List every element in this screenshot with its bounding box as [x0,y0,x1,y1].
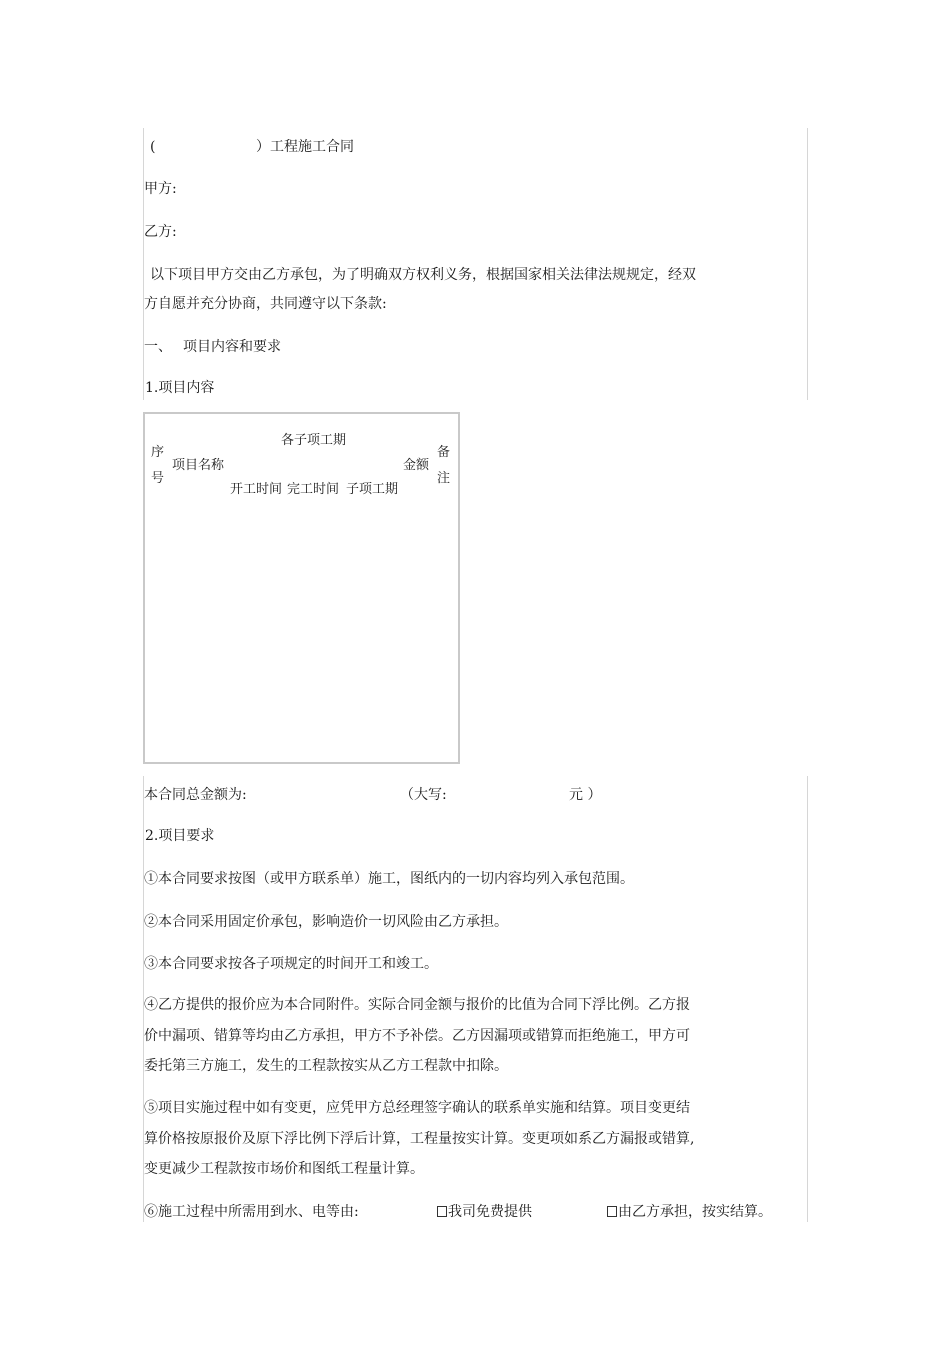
requirement-3: ③本合同要求按各子项规定的时间开工和竣工。 [144,956,438,972]
section-title: 项目内容和要求 [183,339,281,355]
col-start-time: 开工时间 [230,482,283,497]
intro-line-1: 以下项目甲方交由乙方承包，为了明确双方权利义务，根据国家相关法律法规规定，经双 [150,267,696,283]
requirement-1: ①本合同要求按图（或甲方联系单）施工，图纸内的一切内容均列入承包范围。 [144,871,634,887]
requirement-6-label: ⑥施工过程中所需用到水、电等由: [144,1204,359,1220]
option-company-provides[interactable] [437,1205,532,1219]
total-amount-label: 本合同总金额为: [144,787,247,803]
col-project-name: 项目名称 [172,458,225,473]
col-amount: 金额 [403,458,430,473]
item1-heading: 1.项目内容 [145,380,215,396]
total-amount-yuan: 元 ） [569,787,602,803]
requirement-4-line-1: ④乙方提供的报价应为本合同附件。实际合同金额与报价的比值为合同下浮比例。乙方报 [144,997,690,1013]
requirement-4-line-3: 委托第三方施工，发生的工程款按实从乙方工程款中扣除。 [144,1058,508,1074]
option-company-provides-label: 我司免费提供 [448,1204,532,1220]
col-finish-time: 完工时间 [287,482,340,497]
checkbox-icon[interactable] [437,1206,447,1217]
section-number: 一、 [144,339,172,355]
requirement-5-line-3: 变更减少工程款按市场价和图纸工程量计算。 [144,1161,424,1177]
option-party-b-pays[interactable] [607,1205,772,1219]
total-amount-daxie: （大写: [400,787,447,803]
left-margin-rule [143,128,144,400]
col-note-char1: 备 [437,445,451,460]
col-note-char2: 注 [437,471,451,486]
col-seq-char2: 号 [151,471,165,486]
option-party-b-pays-label: 由乙方承担，按实结算。 [618,1204,772,1220]
party-b-label: 乙方: [144,224,177,240]
right-margin-rule-lower [807,776,808,1222]
requirement-5-line-2: 算价格按原报价及原下浮比例下浮后计算，工程量按实计算。变更项如系乙方漏报或错算, [144,1131,695,1147]
document-title: ）工程施工合同 [256,139,354,155]
title-open-paren: ( [150,139,156,155]
checkbox-icon[interactable] [607,1206,617,1217]
party-a-label: 甲方: [144,181,177,197]
project-content-table [143,412,460,764]
requirement-2: ②本合同采用固定价承包，影响造价一切风险由乙方承担。 [144,914,508,930]
intro-line-2: 方自愿并充分协商，共同遵守以下条款: [144,296,387,312]
item2-heading: 2.项目要求 [145,828,215,844]
col-period-group: 各子项工期 [281,433,347,448]
requirement-4-line-2: 价中漏项、错算等均由乙方承担，甲方不予补偿。乙方因漏项或错算而拒绝施工，甲方可 [144,1028,690,1044]
requirement-5-line-1: ⑤项目实施过程中如有变更，应凭甲方总经理签字确认的联系单实施和结算。项目变更结 [144,1100,690,1116]
right-margin-rule [807,128,808,400]
col-seq-char1: 序 [151,445,165,460]
col-sub-period: 子项工期 [346,482,399,497]
